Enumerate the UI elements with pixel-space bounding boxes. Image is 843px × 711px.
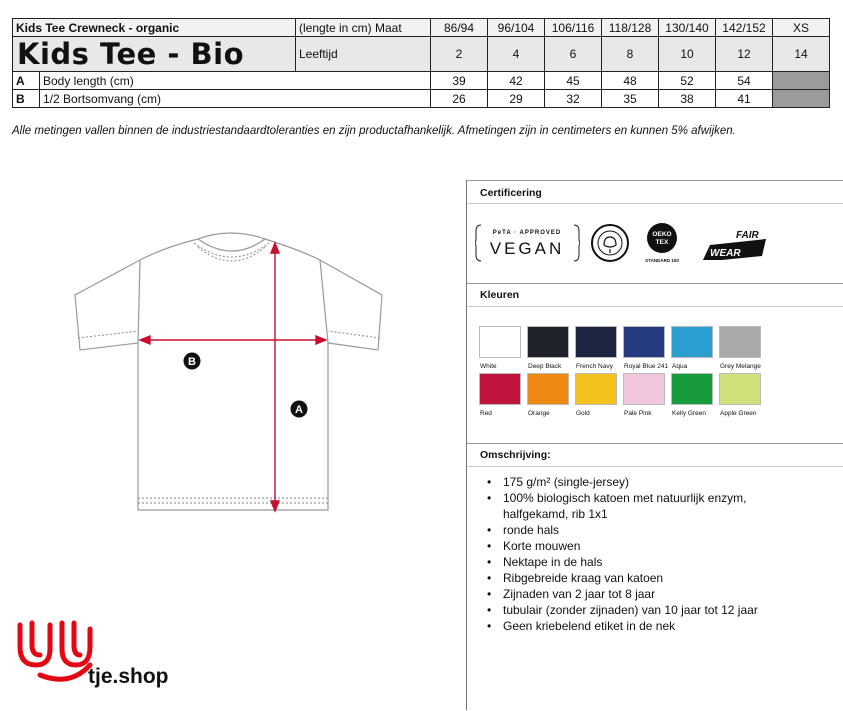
color-swatch-label: Grey Melange — [720, 363, 761, 370]
color-swatch — [575, 373, 617, 405]
oeko-line1: OEKO — [652, 231, 672, 238]
empty-cell — [773, 72, 830, 90]
size-cell: 130/140 — [659, 19, 716, 37]
oeko-line2: TEX — [655, 239, 669, 246]
row-letter: B — [13, 90, 40, 108]
list-item: halfgekamd, rib 1x1 — [503, 507, 608, 521]
color-swatch-label: White — [480, 363, 497, 370]
marker-a-label: A — [295, 404, 303, 416]
organic-cotton-icon — [590, 223, 630, 263]
size-cell: 86/94 — [431, 19, 488, 37]
size-cell: XS — [773, 19, 830, 37]
color-swatch-label: Gold — [576, 410, 590, 417]
divider — [467, 306, 843, 307]
color-swatch-label: Pale Pink — [624, 410, 652, 417]
table-row — [13, 90, 830, 108]
age-label: Leeftijd — [295, 37, 430, 72]
age-cell: 14 — [773, 37, 830, 72]
color-swatch — [671, 373, 713, 405]
value-cell: 48 — [602, 72, 659, 90]
age-cell: 2 — [431, 37, 488, 72]
size-table — [12, 18, 830, 108]
table-row — [13, 72, 830, 90]
color-swatch-label: Apple Green — [720, 410, 757, 417]
color-swatch — [623, 373, 665, 405]
list-item: • tubulair (zonder zijnaden) van 10 jaar tot 12 jaar — [487, 602, 758, 618]
value-cell: 54 — [716, 72, 773, 90]
empty-cell — [773, 90, 830, 108]
peta-vegan-icon — [475, 223, 580, 263]
value-cell: 52 — [659, 72, 716, 90]
size-cell: 118/128 — [602, 19, 659, 37]
row-label: 1/2 Bortsomvang (cm) — [40, 90, 431, 108]
color-swatch — [671, 326, 713, 358]
value-cell: 32 — [545, 90, 602, 108]
color-swatch-label: French Navy — [576, 363, 613, 370]
oeko-sub: STANDARD 100 — [645, 258, 679, 263]
fair-wear-icon — [700, 226, 770, 260]
divider — [467, 203, 843, 204]
list-item: • Nektape in de hals — [487, 554, 758, 570]
row-letter: A — [13, 72, 40, 90]
description-heading: Omschrijving: — [480, 449, 551, 461]
size-cell: 142/152 — [716, 19, 773, 37]
color-swatch — [575, 326, 617, 358]
row-label: Body length (cm) — [40, 72, 431, 90]
age-cell: 8 — [602, 37, 659, 72]
color-swatch — [479, 326, 521, 358]
divider — [467, 466, 843, 467]
value-cell: 29 — [488, 90, 545, 108]
list-item: • Geen kriebelend etiket in de nek — [487, 618, 758, 634]
size-header-row — [13, 19, 830, 37]
value-cell: 35 — [602, 90, 659, 108]
brand-text: tje.shop — [88, 665, 169, 688]
peta-main-text: VEGAN — [489, 239, 565, 258]
color-swatch-label: Deep Black — [528, 363, 562, 370]
list-item: • ronde hals — [487, 522, 758, 538]
oeko-tex-icon — [645, 221, 680, 267]
age-cell: 6 — [545, 37, 602, 72]
certification-heading: Certificering — [480, 187, 542, 199]
disclaimer: Alle metingen vallen binnen de industriestandaardtoleranties en zijn productafhankelijk. Afmetingen zijn in centimeters en kunnen 5% afwijken. — [12, 125, 736, 137]
color-swatch — [719, 326, 761, 358]
color-swatch-label: Royal Blue 241 — [624, 363, 669, 370]
product-name: Kids Tee - Bio — [13, 37, 296, 72]
color-swatch-label: Kelly Green — [672, 410, 706, 417]
fairwear-text-2: WEAR — [710, 248, 741, 259]
color-swatch — [527, 373, 569, 405]
size-cell: 96/104 — [488, 19, 545, 37]
description-list — [487, 474, 758, 634]
size-header-label: (lengte in cm) Maat — [295, 19, 430, 37]
colors-heading: Kleuren — [480, 289, 520, 301]
list-item: • 175 g/m² (single-jersey) — [487, 474, 758, 490]
color-swatch-label: Orange — [528, 410, 550, 417]
age-row — [13, 37, 830, 72]
color-swatch — [719, 373, 761, 405]
peta-top-text: PeTA · APPROVED — [492, 230, 562, 236]
color-swatch — [623, 326, 665, 358]
age-cell: 10 — [659, 37, 716, 72]
value-cell: 42 — [488, 72, 545, 90]
list-item: • Ribgebreide kraag van katoen — [487, 570, 758, 586]
table-title: Kids Tee Crewneck - organic — [13, 19, 296, 37]
brand-logo — [10, 615, 170, 695]
value-cell: 45 — [545, 72, 602, 90]
color-swatch — [479, 373, 521, 405]
certification-logos — [475, 218, 835, 268]
value-cell: 26 — [431, 90, 488, 108]
color-swatch — [527, 326, 569, 358]
color-swatch-label: Aqua — [672, 363, 688, 370]
size-cell: 106/116 — [545, 19, 602, 37]
list-item: • Zijnaden van 2 jaar tot 8 jaar — [487, 586, 758, 602]
tshirt-diagram — [60, 225, 400, 525]
value-cell: 38 — [659, 90, 716, 108]
value-cell: 41 — [716, 90, 773, 108]
value-cell: 39 — [431, 72, 488, 90]
age-cell: 4 — [488, 37, 545, 72]
color-swatch-label: Red — [480, 410, 492, 417]
fairwear-text-1: FAIR — [736, 230, 759, 241]
marker-b-label: B — [188, 356, 196, 368]
age-cell: 12 — [716, 37, 773, 72]
list-item: • 100% biologisch katoen met natuurlijk enzym, — [487, 490, 758, 506]
list-item: • Korte mouwen — [487, 538, 758, 554]
